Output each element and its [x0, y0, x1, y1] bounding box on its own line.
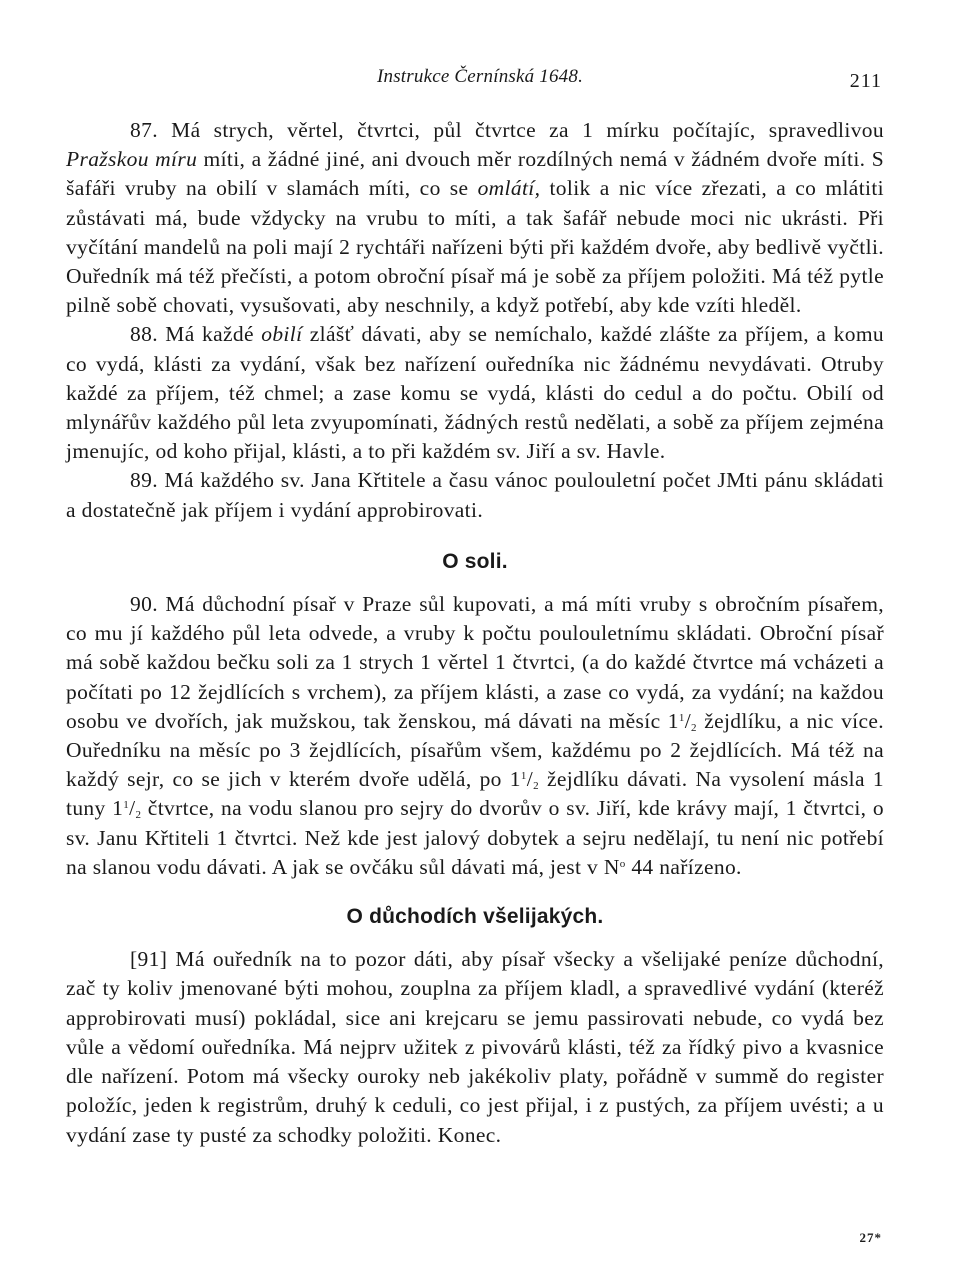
paragraph-91: [91] Má ouředník na to pozor dáti, aby písař všecky a všelijaké peníze důchodní, zač ty koliv jmenované býti mohou, zouplna za příjem kladl, a spravedlivé vydání (kteréž approbirovati musí) pokládal, sice ani krejcaru se jemu passirovati nebude, co vydá bez vůle a vědomí ouředníka. Má nejprv užitek z pivovárů klásti, též za řídký pivo a kvasnice dle nařízení. Potom má všecky ouroky neb jakékoliv platy, pořádně v summě do register položíc, jeden k registrům, druhý k ceduli, co jest přijal, i z pustých, za příjem uvésti; a u vydání zase ty pusté za schodky položiti. Konec.: [66, 947, 884, 1147]
running-title: Instrukce Černínská 1648.: [376, 66, 584, 87]
emphasis-prazska-mira: Pražskou míru: [66, 147, 198, 172]
body-text: [66, 116, 884, 1150]
signature-mark: 27*: [859, 1230, 882, 1245]
section-heading-o-soli: O soli.: [442, 549, 508, 573]
fraction-numerator: 1: [520, 770, 527, 783]
paragraph-90: 90. Má důchodní písař v Praze sůl kupovati, a má míti vruby s obročním písařem, co mu jí každého půl leta odvede, a vruby k počtu poulouletnímu skládati. Obroční písař má sobě každou bečku soli za 1 strych 1 věrtel 1 čtvrtci, (a do každé čtvrtce má vcházeti a počítati po 12 žejdlících s vrchem), za příjem klásti, a zase co vydá, za vydání; na každou osobu ve dvořích, jak mužskou, tak ženskou, má dávati na měsíc $1^1/_2$ žejdlíku, a nic více. Ouředníku na měsíc po 3 žejdlících, písařům všem, každému po 2 žejdlících. Má též na každý sejr, co se jich v kterém dvoře udělá, po $1^1/_2$ žejdlíku dávati. Na vysolení másla 1 tuny $1^1/_2$ čtvrtce, na vodu slanou pro sejry do dvorův o sv. Jiří, kde krávy mají, 1 čtvrtci, o sv. Janu Křtiteli 1 čtvrtci. Než kde jest jalový dobytek a sejru nedělají, tu není nic potřebí na slanou vodu dávati. A jak se ovčáku sůl dávati má, jest v $N^o$ 44 nařízeno.: [66, 592, 885, 879]
emphasis-obili: obilí: [261, 322, 303, 347]
paragraph-89: 89. Má každého sv. Jana Křtitele a času vánoc poulouletní počet JMti pánu skládati a dostatečně jak příjem i vydání approbirovati.: [66, 468, 884, 522]
emphasis-omlati: omlátí,: [477, 176, 541, 201]
page-number: 211: [849, 70, 882, 92]
fraction-numerator: 1: [678, 711, 685, 724]
number-sign-superscript: o: [619, 857, 626, 870]
paragraph-87: 87. Má strych, věrtel, čtvrtci, půl čtvrtce za 1 mírku počítajíc, spravedlivou Pražskou míru míti, a žádné jiné, ani dvouch měr rozdílných nemá v žádném dvoře míti. S šafáři vruby na obilí v slamách míti, co se omlátí, tolik a nic více zřezati, a co mlátiti zůstávati má, bude vždycky na vrubu to míti, a tak šafář nebude moci nic ukrásti. Při vyčítání mandelů na poli mají 2 rychtáři nařízeni býti při každém dvoře, aby bedlivě vyčtli. Ouředník má též přečísti, a potom obroční písař má je sobě za příjem položiti. Má též pytle pilně sobě chovati, vysušovati, aby neschnily, a když potřebí, aby kde vzíti hleděl.: [66, 118, 884, 318]
fraction-denominator: 2: [135, 809, 142, 822]
fraction-denominator: 2: [691, 721, 697, 734]
fraction-denominator: 2: [533, 780, 539, 793]
paragraph-88: 88. Má každé obilí zlášť dávati, aby se nemíchalo, každé zlášte za příjem, a komu co vydá, klásti za vydání, však bez nařízení ouředníka nic žádnému nevydávati. Otruby každé za příjem, též chmel; a zase komu se vydá, klásti do cedul a do počtu. Obilí od mlynářův každého půl leta zvyupomínati, žádných restů nedělati, a sobě za příjem zejména jmenujíc, od koho přijal, klásti, a to při každém sv. Jiří a sv. Havle.: [66, 322, 884, 464]
section-heading-o-duchodich: O důchodích všelijakých.: [346, 905, 604, 929]
fraction-numerator: 1: [123, 799, 130, 812]
